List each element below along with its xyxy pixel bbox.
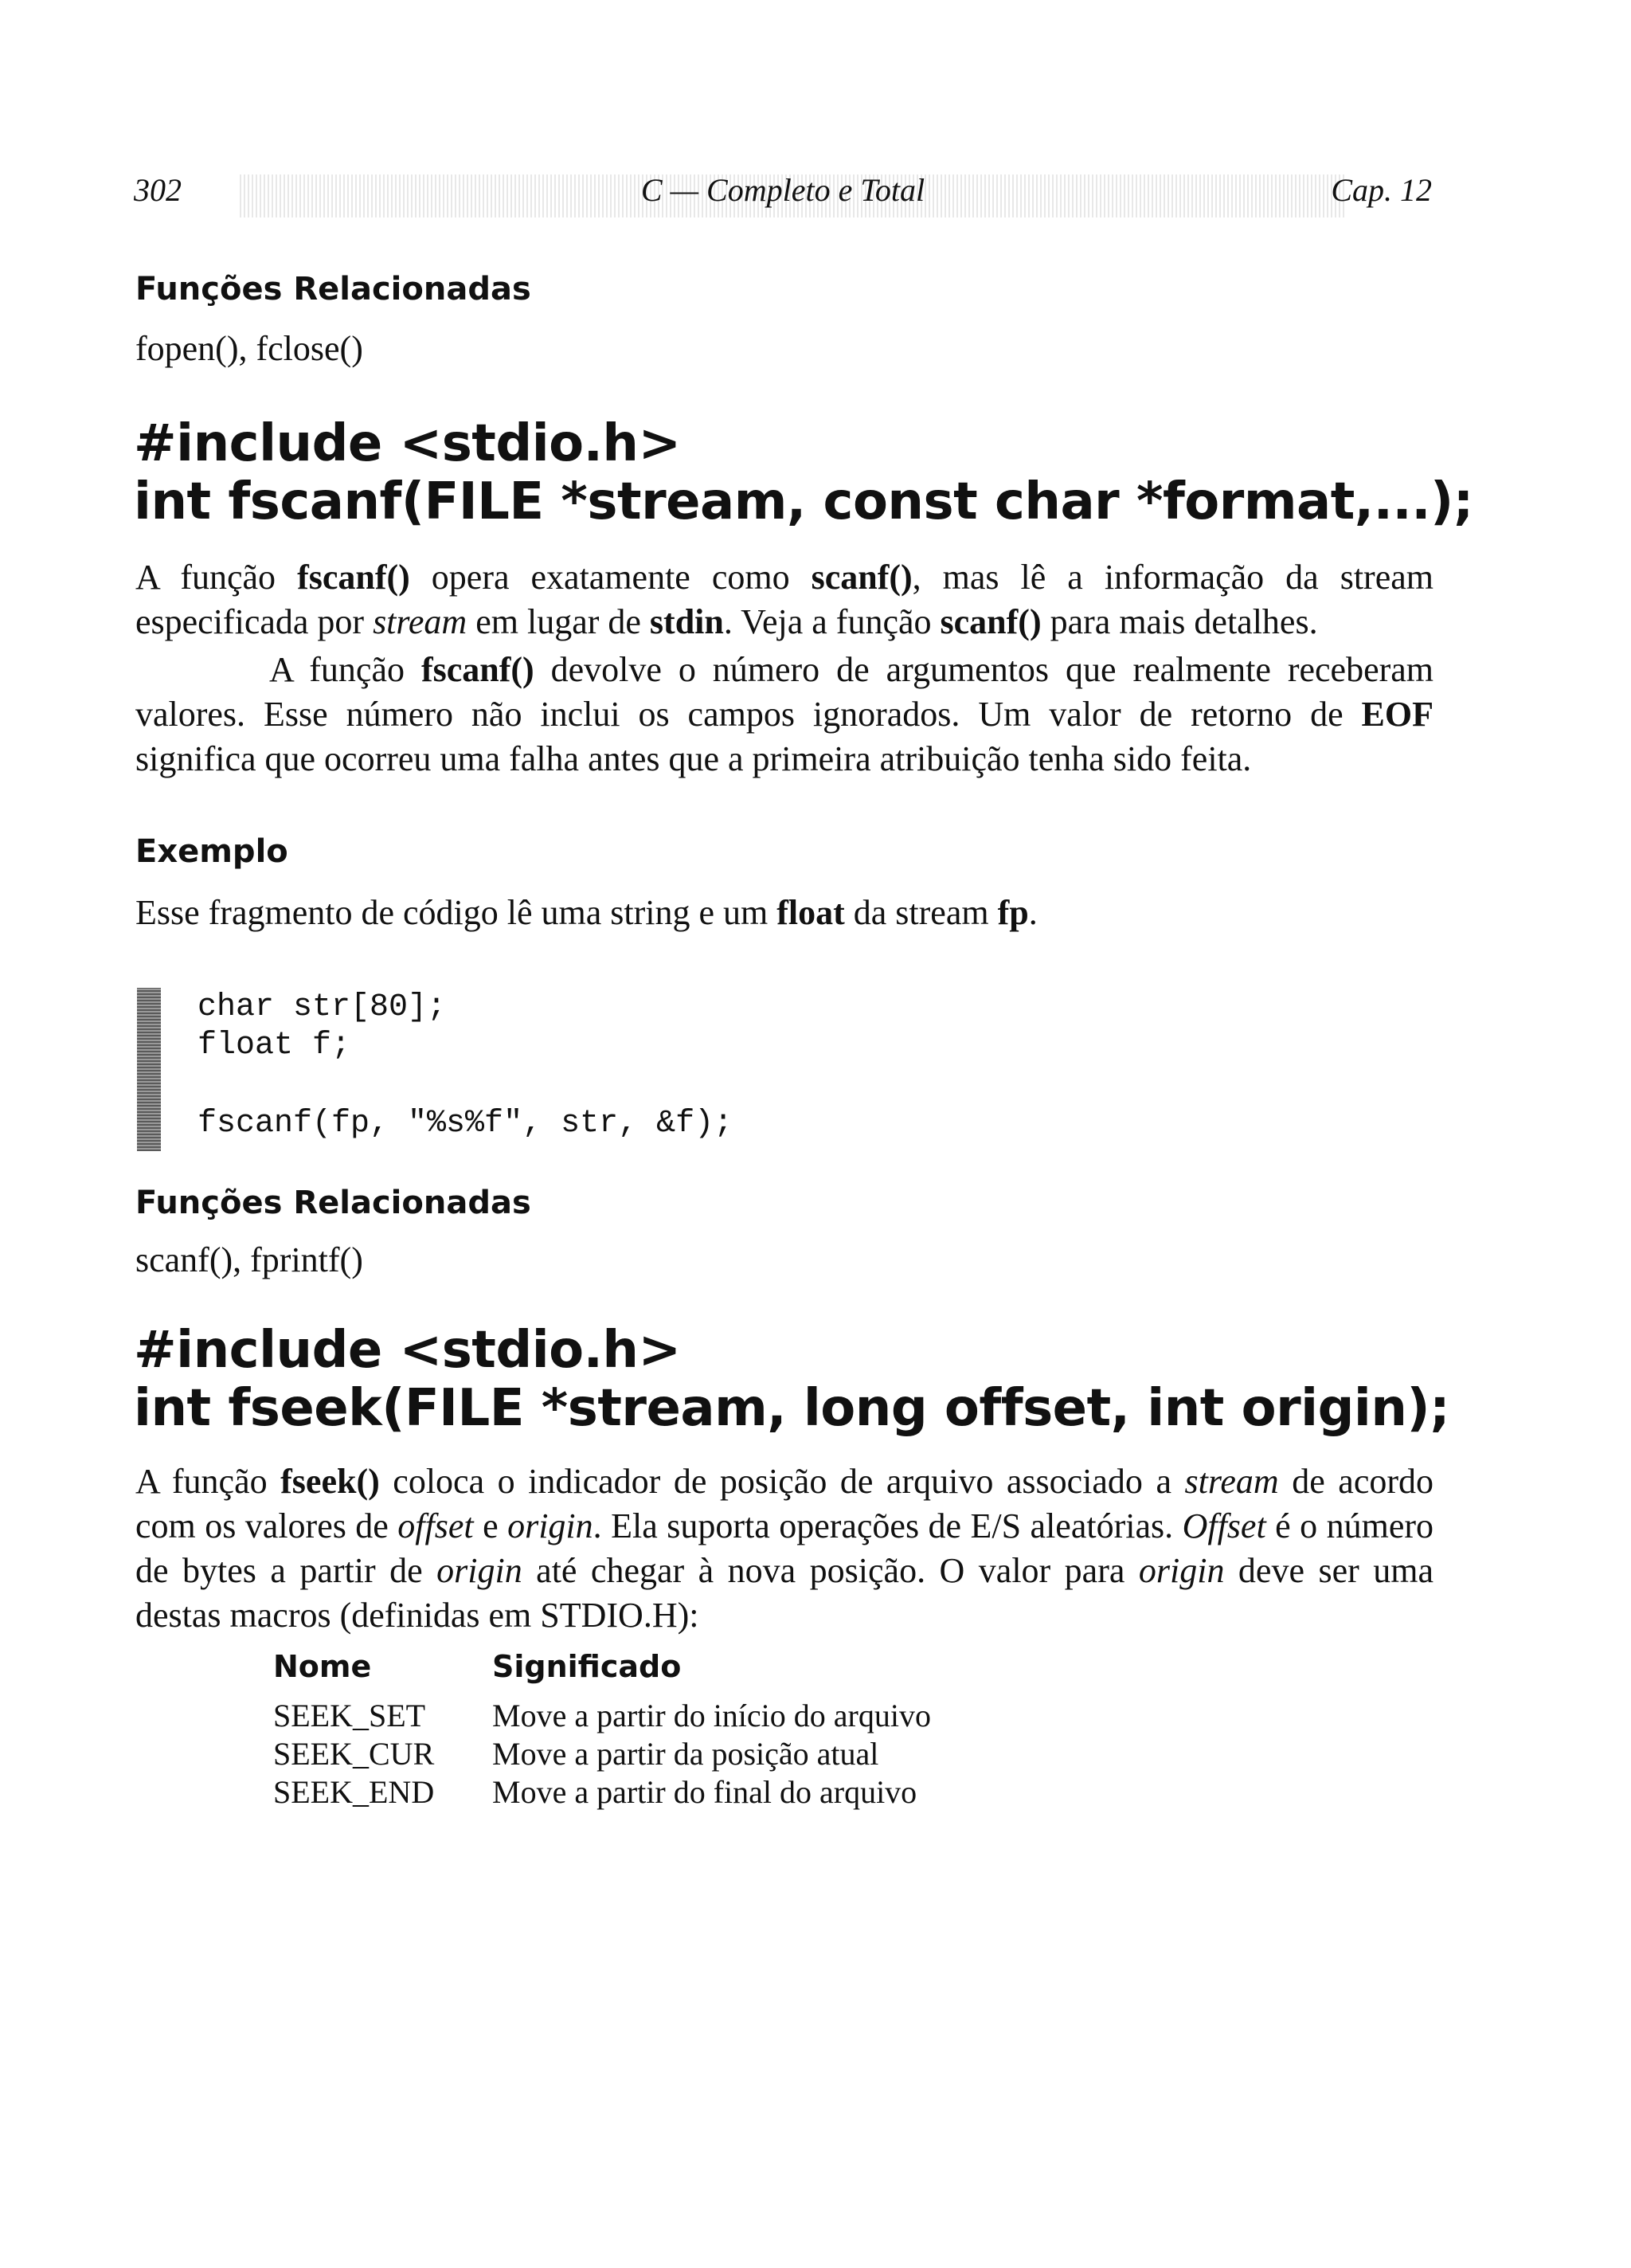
macro-name: SEEK_SET — [273, 1698, 426, 1733]
macro-name: SEEK_END — [273, 1774, 435, 1810]
fscanf-para2-a: A função — [269, 650, 421, 689]
table-row — [273, 1697, 1070, 1737]
fscanf-para2-b: devolve o número de argumentos que realmente receberam valores. Esse número não inclui os campos ignorados. Um valor de retorno de — [135, 650, 1434, 734]
table-row — [273, 1773, 1070, 1813]
code-marker-bar — [137, 988, 161, 1151]
example-intro-a: Esse fragmento de código lê uma string e um — [135, 893, 777, 932]
float-ref: float — [776, 893, 845, 932]
eof-ref: EOF — [1361, 695, 1433, 734]
fseek-para1-c: de acordo com os valores de — [135, 1462, 1433, 1545]
fseek-para1-e: . Ela suporta operações de E/S aleatórias. — [593, 1506, 1183, 1545]
related-functions-list-2: scanf(), fprintf() — [135, 1240, 363, 1279]
offset-term-2: Offset — [1182, 1506, 1266, 1545]
origin-term: origin — [507, 1506, 593, 1545]
stdin-ref: stdin — [649, 602, 724, 641]
macro-meaning: Move a partir do início do arquivo — [492, 1698, 931, 1733]
running-header — [134, 171, 1432, 219]
fseek-prototype: int fseek(FILE *stream, long offset, int origin); — [134, 1379, 1450, 1438]
origin-term-3: origin — [1138, 1551, 1225, 1590]
fscanf-para2-c: significa que ocorreu uma falha antes que a primeira atribuição tenha sido feita. — [135, 739, 1252, 778]
example-intro-b: da stream — [844, 893, 998, 932]
fscanf-para1-b: opera exatamente como — [409, 558, 812, 597]
related-functions-list: fopen(), fclose() — [135, 329, 363, 368]
example-heading: Exemplo — [135, 833, 288, 870]
fscanf-para1-a: A função — [135, 558, 298, 597]
fscanf-description — [135, 555, 1433, 644]
code-line: fscanf(fp, "%s%f", str, &f); — [198, 1106, 733, 1142]
table-header-name: Nome — [273, 1649, 372, 1684]
related-functions-heading-2: Funções Relacionadas — [135, 1185, 531, 1221]
scanf-ref-2: scanf() — [940, 602, 1042, 641]
fscanf-include: #include <stdio.h> — [134, 414, 681, 473]
fscanf-para1-c: , mas lê a informação da stream especificada por — [135, 558, 1433, 641]
fseek-ref: fseek() — [280, 1462, 380, 1501]
macro-name: SEEK_CUR — [273, 1736, 435, 1772]
fscanf-return-value — [135, 648, 1433, 781]
fseek-description — [135, 1459, 1433, 1638]
book-title: C — Completo e Total — [640, 172, 925, 208]
page-number: 302 — [134, 172, 182, 208]
fscanf-para1-d: em lugar de — [467, 602, 650, 641]
example-intro — [135, 892, 1038, 933]
fscanf-para1-f: para mais detalhes. — [1041, 602, 1318, 641]
stream-term-2: stream — [1184, 1462, 1279, 1501]
table-header-meaning: Significado — [492, 1649, 682, 1684]
fseek-para1-b: coloca o indicador de posição de arquivo associado a — [379, 1462, 1185, 1501]
table-row — [273, 1735, 1070, 1775]
scanf-ref: scanf() — [811, 558, 913, 597]
code-line: float f; — [198, 1028, 351, 1063]
related-functions-heading: Funções Relacionadas — [135, 271, 531, 307]
fseek-para1-g: até chegar à nova posição. O valor para — [522, 1551, 1139, 1590]
fp-ref: fp — [997, 893, 1029, 932]
macro-meaning: Move a partir do final do arquivo — [492, 1774, 917, 1810]
fscanf-para1-e: . Veja a função — [723, 602, 941, 641]
fseek-include: #include <stdio.h> — [134, 1321, 681, 1380]
fscanf-ref: fscanf() — [297, 558, 410, 597]
origin-term-2: origin — [436, 1551, 522, 1590]
stream-term: stream — [373, 602, 467, 641]
fseek-para1-h: deve ser uma destas macros (definidas em STDIO.H): — [135, 1551, 1433, 1635]
fseek-para1-a: A função — [135, 1462, 281, 1501]
fseek-para1-d: e — [473, 1506, 508, 1545]
fscanf-prototype: int fscanf(FILE *stream, const char *format,...); — [134, 472, 1473, 531]
offset-term: offset — [397, 1506, 474, 1545]
macro-meaning: Move a partir da posição atual — [492, 1736, 879, 1772]
code-line: char str[80]; — [198, 989, 447, 1025]
example-intro-c: . — [1028, 893, 1038, 932]
fscanf-ref-2: fscanf() — [420, 650, 534, 689]
fseek-para1-f: é o número de bytes a partir de — [135, 1506, 1433, 1590]
chapter-label: Cap. 12 — [1331, 172, 1432, 208]
